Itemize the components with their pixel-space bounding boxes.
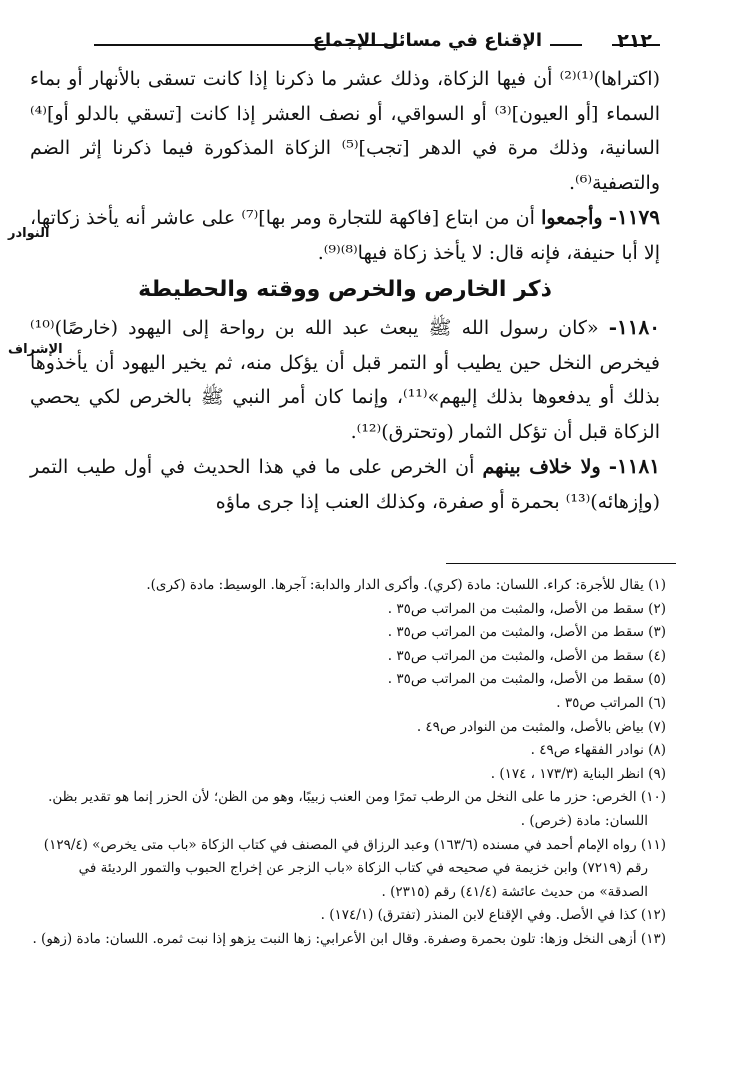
footnote: (١) يقال للأجرة: كراء. اللسان: مادة (كري). وأكرى الدار والدابة: آجرها. الوسيط: مادة (كرى). bbox=[146, 577, 666, 593]
paragraph-1181 bbox=[30, 449, 660, 519]
footnote: (١٣) أزهى النخل وزها: تلون بحمرة وصفرة. وقال ابن الأعرابي: زها النبت يزهو إذا نبت ثمره. اللسان: مادة (زهو) . bbox=[32, 930, 666, 947]
main-text bbox=[30, 62, 660, 519]
footnote-separator bbox=[446, 563, 676, 564]
section-heading: ذكر الخارص والخرص ووقته والحطيطة bbox=[138, 277, 552, 302]
paragraph-text: أن الخرص على ما في هذا الحديث في أول طيب التمر (وإزهائه)⁽¹³⁾ بحمرة أو صفرة، وكذلك العنب إذا جرى ماؤه bbox=[30, 456, 660, 513]
footnote: (١٠) الخرص: حزر ما على النخل من الرطب تمرًا ومن العنب زبيبًا، وهو من الظن؛ لأن الحزر إنما هو تقدير بظن. اللسان: مادة (خرص) . bbox=[48, 789, 666, 829]
header-rule bbox=[612, 44, 660, 46]
page-header bbox=[30, 30, 660, 62]
margin-note-nawadir: النوادر bbox=[8, 226, 50, 241]
footnote: (١٢) كذا في الأصل. وفي الإقناع لابن المنذر (تفترق) (١٧٤/١) . bbox=[320, 907, 666, 924]
issue-number: ١١٧٩- bbox=[608, 205, 660, 229]
footnote: (٣) سقط من الأصل، والمثبت من المراتب ص٣٥ . bbox=[387, 624, 666, 641]
paragraph-text: أن من ابتاع [فاكهة للتجارة ومر بها]⁽⁷⁾ على عاشر أنه يأخذ زكاتها، إلا أبا حنيفة، فإنه قال: لا يأخذ زكاة فيها⁽⁸⁾⁽⁹⁾. bbox=[30, 207, 660, 264]
lead-phrase: وأجمعوا bbox=[541, 207, 603, 229]
paragraph-1179 bbox=[30, 200, 660, 270]
footnote: (٢) سقط من الأصل، والمثبت من المراتب ص٣٥ . bbox=[387, 600, 666, 617]
footnote: (٥) سقط من الأصل، والمثبت من المراتب ص٣٥ . bbox=[387, 671, 666, 688]
paragraph-text: «كان رسول الله ﷺ يبعث عبد الله بن رواحة إلى اليهود (خارصًا)⁽¹⁰⁾ فيخرص النخل حين يطيب أو التمر قبل أن يؤكل منه، ثم يخير اليهود أن يأخذوها بذلك أو يدفعوها بذلك إليهم»⁽¹¹⁾، وإنما كان أمر النبي ﷺ بالخرص لكي يحصي الزكاة قبل أن تؤكل الثمار (وتحترق)⁽¹²⁾. bbox=[30, 317, 661, 443]
page-number: ٢١٢ bbox=[617, 30, 652, 52]
paragraph-1: (اكتراها)⁽¹⁾⁽²⁾ أن فيها الزكاة، وذلك عشر ما ذكرنا إذا كانت تسقى بالأنهار أو بماء السماء [أو العيون]⁽³⁾ أو السواقي، أو نصف العشر إذا كانت [تسقي بالدلو أو]⁽⁴⁾ السانية، وذلك مرة في الدهر [تجب]⁽⁵⁾ الزكاة المذكورة فيما ذكرنا إثر الضم والتصفية⁽⁶⁾. bbox=[30, 68, 661, 194]
issue-number: ١١٨٠- bbox=[608, 315, 660, 339]
running-title: الإقناع في مسائل الإجماع bbox=[312, 30, 542, 51]
footnotes bbox=[30, 574, 666, 952]
margin-note-ishraf: الإشراف bbox=[8, 342, 63, 357]
lead-phrase: ولا خلاف بينهم bbox=[482, 456, 601, 478]
footnote: (٨) نوادر الفقهاء ص٤٩ . bbox=[530, 742, 666, 759]
footnote: (٦) المراتب ص٣٥ . bbox=[556, 694, 666, 711]
footnote: (٤) سقط من الأصل، والمثبت من المراتب ص٣٥ . bbox=[387, 647, 666, 664]
header-rule bbox=[550, 44, 582, 46]
footnote: (٧) بياض بالأصل، والمثبت من النوادر ص٤٩ . bbox=[416, 718, 666, 735]
paragraph-1180 bbox=[30, 310, 660, 449]
footnote: (١١) رواه الإمام أحمد في مسنده (١٦٣/٦) وعبد الرزاق في المصنف في كتاب الزكاة «باب متى يخرص» (١٢٩/٤) رقم (٧٢١٩) وابن خزيمة في صحيحه في كتاب الزكاة «باب الزجر عن إخراج الحبوب والتمور الرديئة في الصدقة» من حديث عائشة (٤١/٤) رقم (٢٣١٥) . bbox=[43, 836, 666, 900]
header-rule bbox=[94, 44, 402, 46]
footnote: (٩) انظر البناية (١٧٣/٣ ، ١٧٤) . bbox=[490, 765, 666, 782]
issue-number: ١١٨١- bbox=[608, 454, 660, 478]
